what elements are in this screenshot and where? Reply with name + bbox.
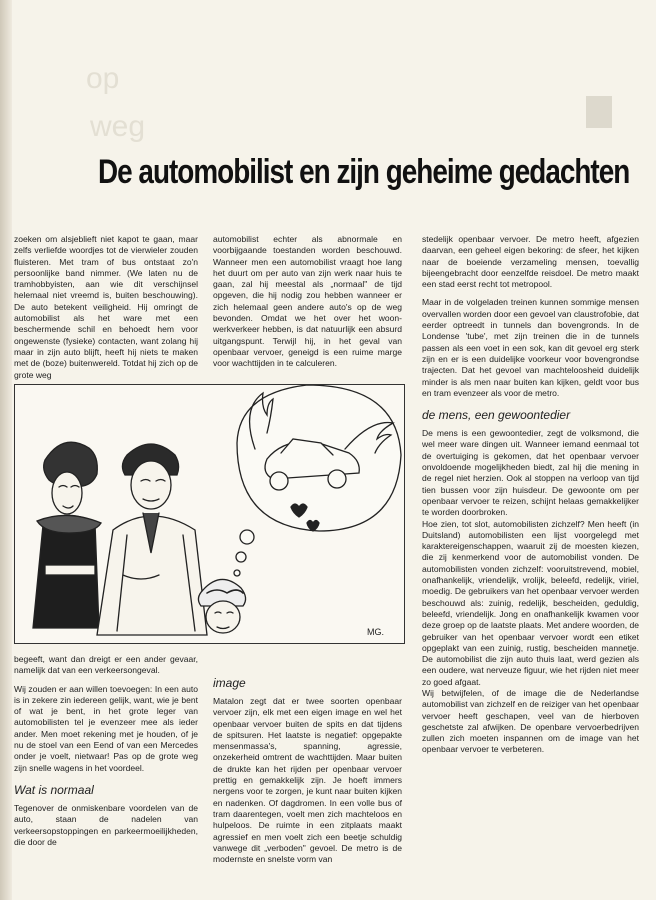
paragraph: Wij zouden er aan willen toevoegen: In een auto is in zekere zin iedereen gelijk, want, wie je bent of wat je bent, in het grote leger van automobilisten tel je evenzeer mee als ieder ander. Men moet rekening met je houden, of je nu de stoel van een Eend of van een Mercedes onder je voelt, nietwaar! Pas op de grote weg zijn snelle wagens in het voordeel.	[14, 683, 198, 773]
paragraph: De mens is een gewoontedier, zegt de volksmond, die wel meer ware dingen uit. Wanneer iemand eenmaal tot de overtuiging is gekomen, dat het openbaar vervoer onvoldoende mogelijkheden biedt, zal hij die mening in de regel niet herzien. Ook al stoppen na verloop van tijd tien bussen voor zijn huisdeur. De gewoonte om per openbaar vervoer te reizen, schijnt helaas gemakkelijker te worden doorbroken.	[422, 428, 639, 518]
section-heading-image: image	[213, 676, 246, 690]
column-3	[422, 234, 639, 763]
column-1-bottom	[14, 654, 198, 855]
paragraph: stedelijk openbaar vervoer. De metro heeft, afgezien daarvan, een geheel eigen bekoring: de sfeer, het kijken naar de boeiende verzameling mensen, toevallig bijeengebracht door eenzelfde reisdoel. De metro maakt een stad eerst recht tot metropool.	[422, 234, 639, 290]
paragraph: Matalon zegt dat er twee soorten openbaar vervoer zijn, elk met een eigen image en wel het openbaar vervoer buiten de spits en dat tijdens de spitsuren. Het laatste is negatief: opgepakte mensenmassa's, spanning, agressie, onzekerheid omtrent de wachttijden. Maar buiten de drukte kan het rijden per openbaar vervoer prettig en gemakkelijk zijn. Je hoeft immers nergens voor te zorgen, je kunt naar buiten kijken en nadenken. Of dagdromen. In een volle bus of tram daarentegen, voelt men zich machteloos en hulpeloos. De ruimte in een zitplaats maakt agressief en men voelt zich een beetje schuldig vanwege dit „verboden" gevoel. De metro is de modernste en snelste vorm van	[213, 696, 402, 865]
ghost-header-line1: op	[86, 62, 120, 95]
article-title: De automobilist en zijn geheime gedachten	[98, 153, 630, 191]
section-heading-gewoontedier: de mens, een gewoontedier	[422, 408, 571, 423]
cartoon-drawing	[15, 385, 404, 643]
column-1-top	[14, 234, 198, 388]
paragraph: Wij betwijfelen, of de image die de Nederlandse automobilist van zichzelf en de reiziger van het openbaar vervoer heeft geschapen, veel van de hierboven geschetste zal afwijken. De openbare vervoerbedrijven zullen zich moeten inspannen om de image van het openbaar vervoer te verbeteren.	[422, 687, 639, 755]
ghost-header-box	[586, 96, 612, 128]
paragraph: Maar in de volgeladen treinen kunnen sommige mensen overvallen worden door een gevoel van claustrofobie, dat eerder optreedt in tunnels dan bovengronds. In de Londense 'tube', met zijn treinen die in de tunnels passen als een voet in een sok, kan dit gevoel erg sterk zijn en er is een duidelijke voorkeur voor bovengrondse trajecten. Dat het gevoel van machteloosheid duidelijk minder is als men naar buiten kan kijken, geldt voor bus en tram evenzeer als voor de metro.	[422, 297, 639, 398]
column-2-top	[213, 234, 402, 377]
page-binding-shadow	[0, 0, 12, 900]
paragraph: zoeken om alsjeblieft niet kapot te gaan, maar zelfs verliefde woordjes tot de vierwieler zouden fluisteren. Met tram of bus ontstaat zo'n persoonlijke band nimmer. (We laten nu de tramhobbyisten, aan wie dit verschijnsel helemaal niet vreemd is, buiten beschouwing). De auto betekent veiligheid. Hij omringt de automobilist als het ware met een beschermende schil en behoedt hem voor ongewenste (fysieke) contacten, want zolang hij maar in zijn auto blijft, heeft hij niets te maken met de (boze) buitenwereld. Totdat hij zich op de grote weg	[14, 234, 198, 380]
cartoon-illustration	[14, 384, 405, 644]
section-heading-normaal: Wat is normaal	[14, 782, 94, 797]
paragraph: Hoe zien, tot slot, automobilisten zichzelf? Men heeft (in Duitsland) automobilisten een lijst voorgelegd met karaktereigenschappen, waaruit zij de moesten kiezen, die zij kenmerkend voor de automobilist vonden. De automobilisten vonden zichzelf: vooruitstrevend, mobiel, onafhankelijk, vriendelijk, vrolijk, beleefd, redelijk, viriel, moedig. De gebruikers van het openbaar vervoer werden beschouwd als: zuinig, redelijk, bescheiden, geduldig, beleefd, vriendelijk. Jong en onafhankelijk kwamen voor deze groep op de laatste plaats. Met andere woorden, de gebruiker van het openbaar vervoer wordt een etiket opgeplakt van een zuinig, rustig, bescheiden mannetje. De automobilist die zijn auto thuis laat, werd gezien als een oudere, wat nerveuze figuur, wie het rijden niet meer zo goed afgaat.	[422, 518, 639, 687]
column-2-bottom	[213, 676, 402, 872]
illustration-signature: MG.	[367, 627, 384, 637]
paragraph: Tegenover de onmiskenbare voordelen van de auto, staan de nadelen van verkeersopstoppingen en parkeermoeilijkheden, die door de	[14, 802, 198, 847]
paragraph: begeeft, want dan dreigt er een ander gevaar, namelijk dat van een verkeersongeval.	[14, 654, 198, 676]
paragraph: automobilist echter als abnormale en voorbijgaande toestanden worden beschouwd. Wanneer men een automobilist vraagt hoe lang het duurt om per auto van zijn werk naar huis te gaan, zal hij meestal als „normaal" de tijd opgeven, die hij nodig zou hebben wanneer er zich helemaal geen andere auto's op de weg bevonden. Omdat we het over het woon-werkverkeer hebben, is dat natuurlijk een absurd uitgangspunt. Terwijl hij, in het geval van openbaar vervoer, geneigd is een ruime marge voor wachttijden in te calculeren.	[213, 234, 402, 369]
ghost-header-line2: weg	[90, 110, 146, 143]
